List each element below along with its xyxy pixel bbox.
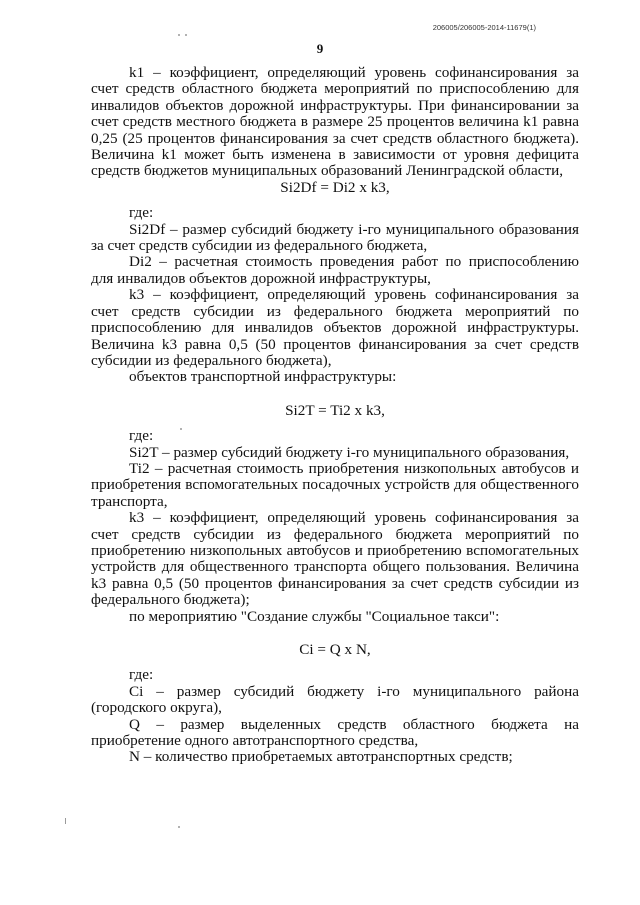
scan-speck [180, 428, 182, 430]
paragraph-k3-transport-definition: k3 – коэффициент, определяющий уровень софинансирования за счет средств субсидии из федерального бюджета мероприятий по приобретению низкопольных автобусов и приобретению вспомогательных устройств для общественного транспорта общего пользования. Величина k3 равна 0,5 (50 процентов финансирования за счет средств субсидии из федерального бюджета); [91, 509, 579, 609]
scan-speck [185, 34, 187, 36]
paragraph-k3-road-definition: k3 – коэффициент, определяющий уровень софинансирования за счет средств субсидии из федерального бюджета мероприятий по приспособлению для инвалидов объектов дорожной инфраструктуры. Величина k3 равна 0,5 (50 процентов финансирования за счет средств субсидии из федерального бюджета), [91, 286, 579, 369]
paragraph-si2t-definition: Si2T – размер субсидий бюджету i-го муниципального образования, [129, 443, 570, 461]
paragraph-q-definition: Q – размер выделенных средств областного бюджета на приобретение одного автотранспортного средства, [91, 715, 579, 750]
paragraph-social-taxi-heading: по мероприятию "Создание службы "Социальное такси": [129, 607, 500, 625]
scan-speck [65, 818, 66, 824]
label-where: где: [129, 666, 154, 684]
formula-si2df: Si2Df = Di2 x k3, [280, 178, 390, 196]
page-number: 9 [316, 41, 324, 56]
label-where: где: [129, 427, 154, 445]
paragraph-ti2-definition: Ti2 – расчетная стоимость приобретения низкопольных автобусов и приобретения вспомогательных посадочных устройств для общественного транспорта, [91, 459, 579, 510]
scan-speck [178, 826, 180, 828]
formula-ci: Ci = Q x N, [299, 641, 371, 658]
paragraph-ci-definition: Ci – размер субсидий бюджету i-го муниципального района (городского округа), [91, 682, 579, 717]
paragraph-si2df-definition: Si2Df – размер субсидий бюджету i-го муниципального образования за счет средств субсидии из федерального бюджета, [91, 220, 579, 255]
paragraph-k1-definition: k1 – коэффициент, определяющий уровень софинансирования за счет средств областного бюджета мероприятий по приспособлению для инвалидов объектов дорожной инфраструктуры. При финансировании за счет средств местного бюджета в размере 25 процентов величина k1 равна 0,25 (25 процентов финансирования за счет средств областного бюджета). Величина k1 может быть изменена в зависимости от уровня дефицита средств бюджетов муниципальных образований Ленинградской области, [91, 64, 579, 180]
paragraph-transport-heading: объектов транспортной инфраструктуры: [129, 368, 397, 386]
paragraph-di2-definition: Di2 – расчетная стоимость проведения работ по приспособлению для инвалидов объектов дорожной инфраструктуры, [91, 253, 579, 287]
document-body [91, 65, 579, 766]
formula-si2t: Si2T = Ti2 x k3, [285, 401, 385, 419]
scan-speck [178, 34, 180, 36]
paragraph-n-definition: N – количество приобретаемых автотранспортных средств; [129, 748, 513, 766]
label-where: где: [129, 204, 154, 222]
document-code: 206005/206005-2014-11679(1) [432, 23, 536, 32]
